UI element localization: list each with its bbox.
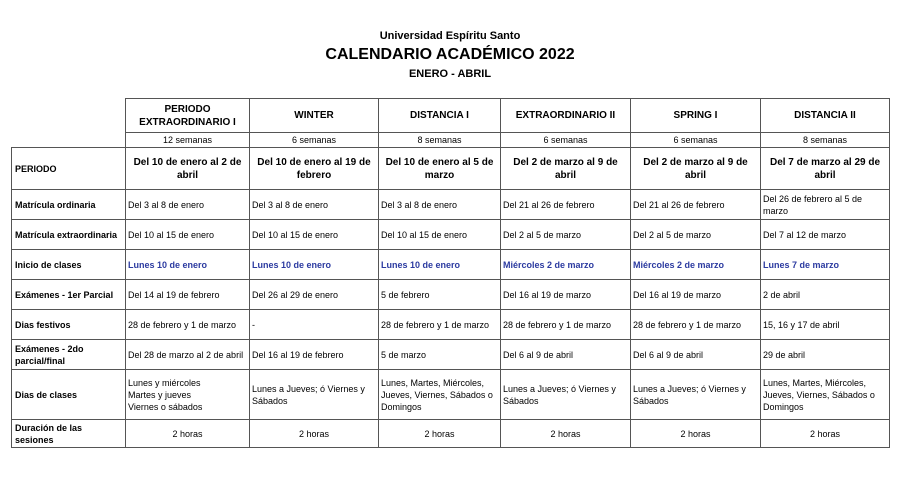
weeks-row	[12, 133, 890, 148]
column-weeks: 6 semanas	[631, 133, 761, 148]
table-cell: Del 6 al 9 de abril	[501, 340, 631, 370]
table-cell: Lunes 10 de enero	[250, 250, 379, 280]
column-weeks: 6 semanas	[250, 133, 379, 148]
table-cell: Del 21 al 26 de febrero	[501, 190, 631, 220]
table-cell: 2 de abril	[761, 280, 890, 310]
table-cell: Lunes 10 de enero	[379, 250, 501, 280]
calendar-table	[11, 98, 890, 448]
table-cell: Del 10 al 15 de enero	[126, 220, 250, 250]
table-row	[12, 310, 890, 340]
table-cell	[126, 370, 250, 420]
table-row	[12, 148, 890, 190]
university-name: Universidad Espíritu Santo	[379, 30, 521, 42]
table-cell: Del 26 de febrero al 5 de marzo	[761, 190, 890, 220]
table-cell: 28 de febrero y 1 de marzo	[379, 310, 501, 340]
column-header: DISTANCIA I	[379, 99, 501, 133]
row-label: Exámenes - 1er Parcial	[12, 280, 126, 310]
table-cell: Del 14 al 19 de febrero	[126, 280, 250, 310]
column-header: SPRING I	[631, 99, 761, 133]
table-cell: 5 de marzo	[379, 340, 501, 370]
table-cell: 2 horas	[379, 420, 501, 448]
table-cell: Del 26 al 29 de enero	[250, 280, 379, 310]
table-cell: Lunes a Jueves; ó Viernes y Sábados	[501, 370, 631, 420]
table-row	[12, 340, 890, 370]
column-header: EXTRAORDINARIO II	[501, 99, 631, 133]
table-cell: Del 16 al 19 de marzo	[631, 280, 761, 310]
column-header: WINTER	[250, 99, 379, 133]
table-cell: Del 7 al 12 de marzo	[761, 220, 890, 250]
cell-line: Martes y jueves	[128, 389, 192, 400]
table-cell: Del 16 al 19 de febrero	[250, 340, 379, 370]
table-cell: Del 28 de marzo al 2 de abril	[126, 340, 250, 370]
corner-cell	[12, 99, 126, 148]
table-cell: Del 10 de enero al 19 de febrero	[250, 148, 379, 190]
table-cell: Lunes, Martes, Miércoles, Jueves, Viernes, Sábados o Domingos	[379, 370, 501, 420]
row-label: Inicio de clases	[12, 250, 126, 280]
table-cell: 28 de febrero y 1 de marzo	[126, 310, 250, 340]
table-cell: 28 de febrero y 1 de marzo	[501, 310, 631, 340]
table-cell: 2 horas	[126, 420, 250, 448]
table-cell: Del 21 al 26 de febrero	[631, 190, 761, 220]
table-cell: Del 7 de marzo al 29 de abril	[761, 148, 890, 190]
table-cell: -	[250, 310, 379, 340]
table-cell: Del 3 al 8 de enero	[126, 190, 250, 220]
table-cell: Del 10 de enero al 2 de abril	[126, 148, 250, 190]
table-cell: 29 de abril	[761, 340, 890, 370]
table-cell: Del 3 al 8 de enero	[379, 190, 501, 220]
cell-line: Lunes y miércoles	[128, 377, 201, 388]
column-header-row	[12, 99, 890, 133]
page-subtitle: ENERO - ABRIL	[408, 68, 492, 80]
row-label: Dias de clases	[12, 370, 126, 420]
row-label: Duración de las sesiones	[12, 420, 126, 448]
column-header: PERIODO EXTRAORDINARIO I	[126, 99, 250, 133]
table-cell: Del 2 al 5 de marzo	[501, 220, 631, 250]
row-label: Dias festivos	[12, 310, 126, 340]
column-weeks: 8 semanas	[761, 133, 890, 148]
table-row	[12, 250, 890, 280]
column-weeks: 12 semanas	[126, 133, 250, 148]
table-row	[12, 420, 890, 448]
table-cell: Del 16 al 19 de marzo	[501, 280, 631, 310]
table-cell: Lunes, Martes, Miércoles, Jueves, Viernes, Sábados o Domingos	[761, 370, 890, 420]
column-header: DISTANCIA II	[761, 99, 890, 133]
column-weeks: 8 semanas	[379, 133, 501, 148]
table-cell: Del 10 al 15 de enero	[379, 220, 501, 250]
table-cell: Del 6 al 9 de abril	[631, 340, 761, 370]
table-cell: 2 horas	[631, 420, 761, 448]
row-label: Exámenes - 2do parcial/final	[12, 340, 126, 370]
table-cell: 28 de febrero y 1 de marzo	[631, 310, 761, 340]
table-row	[12, 190, 890, 220]
table-cell: Lunes 7 de marzo	[761, 250, 890, 280]
table-cell: 5 de febrero	[379, 280, 501, 310]
table-cell: Lunes 10 de enero	[126, 250, 250, 280]
table-cell: Lunes a Jueves; ó Viernes y Sábados	[631, 370, 761, 420]
table-row	[12, 220, 890, 250]
table-cell: Del 2 al 5 de marzo	[631, 220, 761, 250]
page-title: CALENDARIO ACADÉMICO 2022	[325, 46, 575, 63]
table-cell: Del 2 de marzo al 9 de abril	[501, 148, 631, 190]
cell-line: Viernes o sábados	[128, 401, 203, 412]
table-cell: 2 horas	[250, 420, 379, 448]
row-label: Matrícula ordinaria	[12, 190, 126, 220]
table-cell: 2 horas	[501, 420, 631, 448]
table-cell: Del 10 al 15 de enero	[250, 220, 379, 250]
row-label: PERIODO	[12, 148, 126, 190]
table-row	[12, 370, 890, 420]
table-cell: Del 3 al 8 de enero	[250, 190, 379, 220]
table-cell: Lunes a Jueves; ó Viernes y Sábados	[250, 370, 379, 420]
table-cell: Miércoles 2 de marzo	[631, 250, 761, 280]
table-row	[12, 280, 890, 310]
table-cell: Del 10 de enero al 5 de marzo	[379, 148, 501, 190]
table-cell: Del 2 de marzo al 9 de abril	[631, 148, 761, 190]
table-cell: Miércoles 2 de marzo	[501, 250, 631, 280]
column-weeks: 6 semanas	[501, 133, 631, 148]
row-label: Matrícula extraordinaria	[12, 220, 126, 250]
table-cell: 15, 16 y 17 de abril	[761, 310, 890, 340]
table-cell: 2 horas	[761, 420, 890, 448]
